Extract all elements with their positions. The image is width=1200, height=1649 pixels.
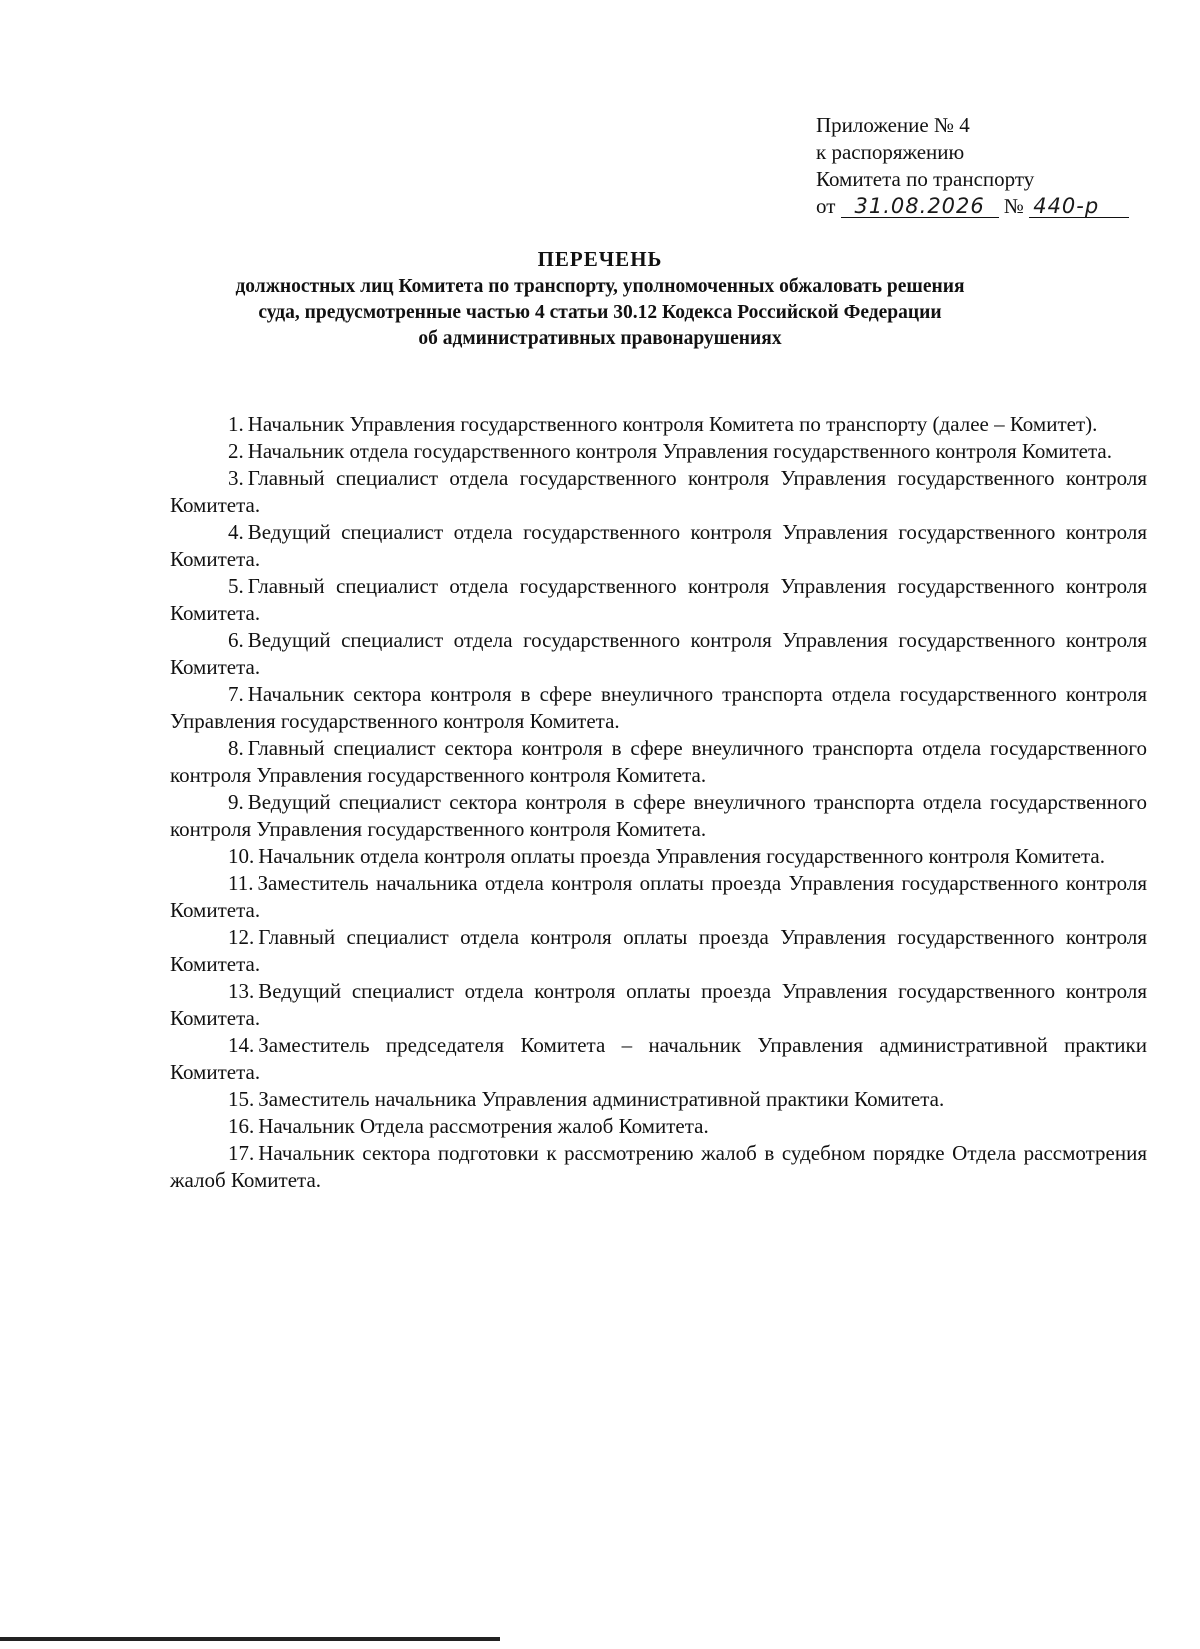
appendix-line-1: Приложение № 4 — [816, 113, 970, 137]
list-item — [170, 438, 1147, 465]
item-text: Ведущий специалист отдела контроля оплаты проезда Управления государственного контроля Комитета. — [170, 979, 1147, 1030]
item-number: 7. — [228, 682, 244, 706]
list-item — [170, 735, 1147, 789]
item-text: Главный специалист отдела государственного контроля Управления государственного контроля Комитета. — [170, 574, 1147, 625]
item-text: Главный специалист сектора контроля в сфере внеуличного транспорта отдела государственного контроля Управления государственного контроля Комитета. — [170, 736, 1147, 787]
item-number: 9. — [228, 790, 244, 814]
list-item — [170, 870, 1147, 924]
appendix-block — [816, 112, 1129, 220]
subtitle-line-2: суда, предусмотренные частью 4 статьи 30.12 Кодекса Российской Федерации — [258, 302, 942, 323]
list-item — [170, 1086, 1147, 1113]
item-text: Начальник сектора подготовки к рассмотрению жалоб в судебном порядке Отдела рассмотрения жалоб Комитета. — [170, 1141, 1147, 1192]
number-sign: № — [1003, 194, 1024, 218]
document-title: ПЕРЕЧЕНЬ — [537, 247, 663, 271]
subtitle-line-3: об административных правонарушениях — [418, 328, 782, 349]
list-item — [170, 573, 1147, 627]
list-item — [170, 789, 1147, 843]
appendix-date-row — [816, 193, 1129, 220]
list-item — [170, 627, 1147, 681]
list-item — [170, 1140, 1147, 1194]
list-item — [170, 1113, 1147, 1140]
item-number: 16. — [228, 1114, 255, 1138]
item-text: Ведущий специалист отдела государственного контроля Управления государственного контроля Комитета. — [170, 520, 1147, 571]
item-number: 12. — [228, 925, 255, 949]
item-text: Заместитель начальника отдела контроля оплаты проезда Управления государственного контроля Комитета. — [170, 871, 1147, 922]
item-number: 4. — [228, 520, 244, 544]
item-number: 3. — [228, 466, 244, 490]
item-text: Главный специалист отдела контроля оплаты проезда Управления государственного контроля Комитета. — [170, 925, 1147, 976]
appendix-line-3: Комитета по транспорту — [816, 167, 1035, 191]
item-number: 2. — [228, 439, 244, 463]
item-number: 5. — [228, 574, 244, 598]
item-number: 13. — [228, 979, 255, 1003]
scan-edge-line — [0, 1637, 500, 1641]
item-text: Заместитель начальника Управления административной практики Комитета. — [258, 1087, 945, 1111]
item-number: 10. — [228, 844, 255, 868]
item-number: 17. — [228, 1141, 255, 1165]
handwritten-date: 31.08.2026 — [841, 195, 999, 218]
item-text: Начальник Отдела рассмотрения жалоб Комитета. — [258, 1114, 709, 1138]
list-item — [170, 843, 1147, 870]
item-text: Ведущий специалист отдела государственного контроля Управления государственного контроля Комитета. — [170, 628, 1147, 679]
officials-list — [170, 411, 1147, 1194]
list-item — [170, 681, 1147, 735]
date-prefix: от — [816, 194, 836, 218]
list-item — [170, 924, 1147, 978]
list-item — [170, 465, 1147, 519]
item-text: Ведущий специалист сектора контроля в сфере внеуличного транспорта отдела государственного контроля Управления государственного контроля Комитета. — [170, 790, 1147, 841]
list-item — [170, 1032, 1147, 1086]
item-number: 15. — [228, 1087, 255, 1111]
handwritten-number: 440-р — [1029, 195, 1129, 218]
appendix-line-2: к распоряжению — [816, 140, 965, 164]
document-heading — [150, 244, 1050, 352]
item-number: 14. — [228, 1033, 255, 1057]
list-item — [170, 978, 1147, 1032]
item-text: Начальник отдела контроля оплаты проезда Управления государственного контроля Комитета. — [258, 844, 1106, 868]
item-text: Начальник Управления государственного контроля Комитета по транспорту (далее – Комитет). — [247, 412, 1098, 436]
subtitle-line-1: должностных лиц Комитета по транспорту, уполномоченных обжаловать решения — [235, 276, 965, 297]
item-text: Заместитель председателя Комитета – начальник Управления административной практики Комитета. — [170, 1033, 1147, 1084]
item-text: Начальник сектора контроля в сфере внеуличного транспорта отдела государственного контроля Управления государственного контроля Комитета. — [170, 682, 1147, 733]
item-number: 11. — [228, 871, 254, 895]
item-text: Начальник отдела государственного контроля Управления государственного контроля Комитета. — [247, 439, 1113, 463]
item-number: 1. — [228, 412, 244, 436]
item-text: Главный специалист отдела государственного контроля Управления государственного контроля Комитета. — [170, 466, 1147, 517]
list-item — [170, 411, 1147, 438]
item-number: 8. — [228, 736, 244, 760]
item-number: 6. — [228, 628, 244, 652]
list-item — [170, 519, 1147, 573]
